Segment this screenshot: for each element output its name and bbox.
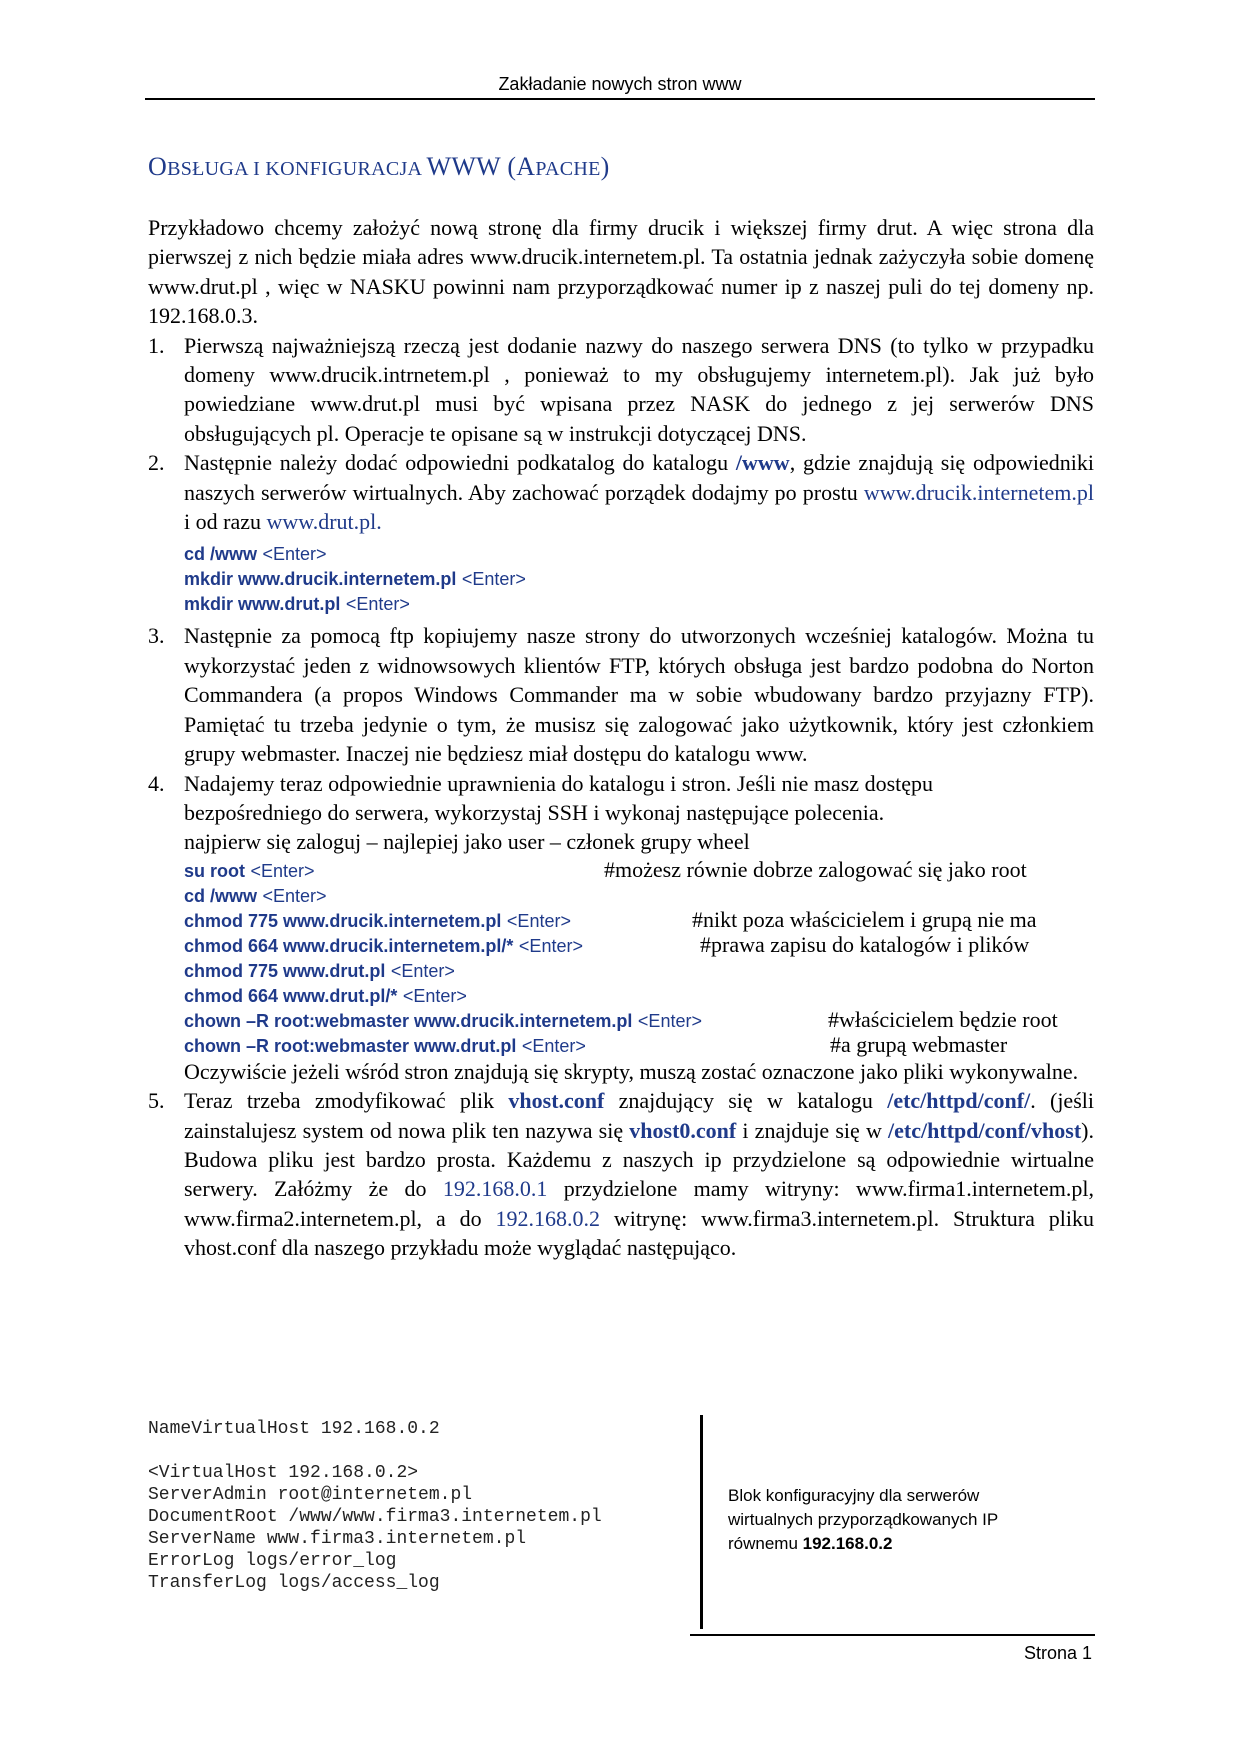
code-line: ServerName www.firma3.internetem.pl [148, 1529, 527, 1549]
command: chown –R root:webmaster www.drucik.internetem.pl [184, 1010, 633, 1031]
step-2-text [184, 448, 1094, 536]
annotation-ip: 192.168.0.2 [802, 1534, 893, 1553]
footer-rule [690, 1634, 1095, 1636]
enter-key: <Enter> [402, 985, 467, 1006]
enter-key: <Enter> [518, 935, 583, 956]
directory-name: /www [735, 450, 790, 476]
ip-address: 192.168.0.1 [442, 1176, 548, 1202]
list-item [148, 448, 1094, 615]
ip-address: 192.168.0.2 [495, 1205, 600, 1231]
heading-part: PACHE [535, 158, 601, 180]
command: chmod 775 www.drucik.internetem.pl [184, 910, 502, 931]
text: . (jeśli zainstalujesz system od nowa plik ten nazywa się [184, 1088, 1094, 1143]
command-line [184, 540, 1094, 565]
command-line [184, 1032, 1094, 1057]
command: chmod 775 www.drut.pl [184, 960, 386, 981]
command-comment: #właścicielem będzie root [828, 1006, 1058, 1032]
command: cd /www [184, 544, 258, 565]
file-name: vhost0.conf [629, 1117, 737, 1143]
text: , gdzie znajdują się odpowiedniki naszych serwerów wirtualnych. Aby zachować porządek dodajmy po prostu [184, 450, 1094, 505]
command-line [184, 590, 1094, 615]
page-number: Strona 1 [1023, 1643, 1092, 1663]
list-number: 5. [148, 1088, 165, 1114]
heading-part: BSŁUGA I KONFIGURACJA [167, 158, 427, 180]
list-item [148, 331, 1094, 449]
code-line: TransferLog logs/access_log [148, 1573, 440, 1593]
command-list [184, 857, 1094, 1057]
command-line [184, 957, 1094, 982]
file-name: vhost.conf [508, 1088, 605, 1114]
enter-key: <Enter> [390, 960, 455, 981]
command: cd /www [184, 885, 258, 906]
list-item [148, 621, 1094, 768]
step-5-text [184, 1086, 1094, 1262]
document-body [148, 213, 1094, 1263]
header-rule [145, 98, 1095, 100]
command: chmod 664 www.drucik.internetem.pl/* [184, 935, 514, 956]
command-line [184, 882, 1094, 907]
step-4-line: bezpośredniego do serwera, wykorzystaj SSH i wykonaj następujące polecenia. [184, 799, 885, 825]
step-3-text: Następnie za pomocą ftp kopiujemy nasze strony do utworzonych wcześniej katalogów. Można tu wykorzystać jeden z widnowsowych klientów FTP, których obsługa jest bardzo podobna do Norton Commandera (a propos Windows Commander ma w sobie wbudowany bardzo przyjazny FTP). Pamiętać tu trzeba jedynie o tym, że musisz się zalogować jako użytkownik, który jest członkiem grupy webmaster. Inaczej nie będziesz miał dostępu do katalogu www. [184, 623, 1094, 767]
enter-key: <Enter> [250, 860, 315, 881]
domain-link: www.drut.pl. [266, 509, 382, 535]
annotation-divider [700, 1415, 703, 1629]
enter-key: <Enter> [262, 885, 327, 906]
command-comment: #możesz równie dobrze zalogować się jako root [604, 856, 1027, 882]
step-4-line: Nadajemy teraz odpowiednie uprawnienia do katalogu i stron. Jeśli nie masz dostępu [184, 770, 934, 796]
code-line: ErrorLog logs/error_log [148, 1551, 397, 1571]
text: przydzielone mamy witryny: www.firma1.internetem.pl, www.firma2.internetem.pl, a do [184, 1176, 1094, 1231]
running-header: Zakładanie nowych stron www [498, 74, 742, 94]
text: znajdujący się w katalogu [604, 1088, 888, 1114]
command-line [184, 932, 1094, 957]
command-line [184, 907, 1094, 932]
enter-key: <Enter> [345, 594, 410, 615]
steps-list [148, 331, 1094, 1263]
command: chown –R root:webmaster www.drut.pl [184, 1035, 517, 1056]
command-line [184, 565, 1094, 590]
enter-key: <Enter> [637, 1010, 702, 1031]
code-line: ServerAdmin root@internetem.pl [148, 1485, 473, 1505]
step-1-text: Pierwszą najważniejszą rzeczą jest dodanie nazwy do naszego serwera DNS (to tylko w przypadku domeny www.drucik.intrnetem.pl , ponieważ to my obsługujemy internetem.pl). Jak już było powiedziane www.drut.pl musi być wpisana przez NASK do jednego z jej serwerów DNS obsługujących pl. Operacje te opisane są w instrukcji dotyczącej DNS. [184, 332, 1094, 446]
command-line [184, 1007, 1094, 1032]
list-item [148, 1086, 1094, 1262]
enter-key: <Enter> [506, 910, 571, 931]
command-list [184, 540, 1094, 615]
text: witrynę: www.firma3.internetem.pl. Struktura pliku vhost.conf dla naszego przykładu może wyglądać następująco. [184, 1205, 1094, 1261]
heading-part: WWW (A [426, 152, 536, 181]
command-line [184, 982, 1094, 1007]
command-line [184, 857, 1094, 882]
code-line: NameVirtualHost 192.168.0.2 [148, 1419, 440, 1439]
command-comment: #a grupą webmaster [830, 1031, 1008, 1057]
intro-paragraph: Przykładowo chcemy założyć nową stronę dla firmy drucik i większej firmy drut. A więc strona dla pierwszej z nich będzie miała adres www.drucik.internetem.pl. Ta ostatnia jednak zażyczyła sobie domenę www.drut.pl , więc w NASKU powinni nam przyporządkować numer ip z naszej puli do tej domeny np. 192.168.0.3. [148, 215, 1094, 329]
text: ). Budowa pliku jest bardzo prosta. Każdemu z naszych ip przydzielone są odpowiednie wirtualne serwery. Załóżmy że do [184, 1117, 1094, 1202]
section-heading [148, 152, 610, 182]
list-item [148, 769, 1094, 1087]
command-comment: #nikt poza właścicielem i grupą nie ma [692, 906, 1037, 932]
command: su root [184, 860, 245, 881]
command: mkdir www.drut.pl [184, 594, 341, 615]
config-code-block [148, 1418, 602, 1594]
code-line [148, 1440, 602, 1462]
command-comment: #prawa zapisu do katalogów i plików [700, 931, 1030, 957]
list-number: 3. [148, 623, 165, 649]
code-line: DocumentRoot /www/www.firma3.internetem.pl [148, 1507, 602, 1527]
enter-key: <Enter> [521, 1035, 586, 1056]
step-4-after: Oczywiście jeżeli wśród stron znajdują się skrypty, muszą zostać oznaczone jako pliki wykonywalne. [184, 1058, 1079, 1084]
code-line: <VirtualHost 192.168.0.2> [148, 1463, 419, 1483]
list-number: 2. [148, 450, 165, 476]
command: mkdir www.drucik.internetem.pl [184, 569, 457, 590]
step-4-line: najpierw się zaloguj – najlepiej jako user – członek grupy wheel [184, 829, 750, 855]
directory-name: /etc/httpd/conf/ [887, 1088, 1031, 1114]
heading-part: O [148, 152, 168, 181]
domain-link: www.drucik.internetem.pl [863, 479, 1094, 505]
text: i znajduje się w [736, 1117, 889, 1143]
enter-key: <Enter> [461, 569, 526, 590]
list-number: 4. [148, 770, 165, 796]
config-annotation [728, 1484, 1068, 1556]
enter-key: <Enter> [262, 544, 327, 565]
annotation-text: Blok konfiguracyjny dla serwerów wirtualnych przyporządkowanych IP równemu [728, 1486, 998, 1553]
command: chmod 664 www.drut.pl/* [184, 985, 398, 1006]
heading-part: ) [600, 152, 610, 181]
text: i od razu [184, 509, 267, 535]
directory-name: /etc/httpd/conf/vhost [888, 1117, 1082, 1143]
text: Teraz trzeba zmodyfikować plik [184, 1088, 509, 1114]
text: Następnie należy dodać odpowiedni podkatalog do katalogu [184, 450, 736, 476]
list-number: 1. [148, 332, 165, 358]
